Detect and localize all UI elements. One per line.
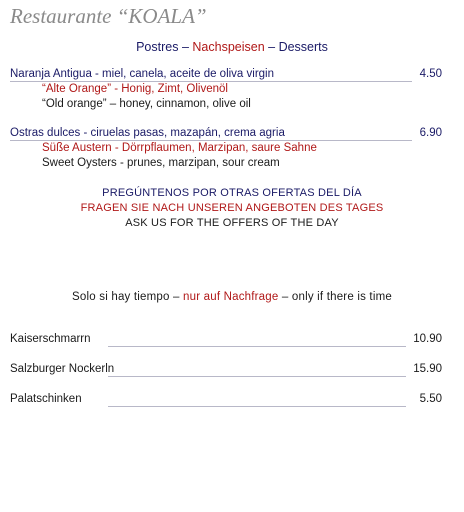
dotted-leader bbox=[108, 346, 406, 347]
extra-menu-item bbox=[10, 363, 442, 379]
availability-note bbox=[0, 291, 464, 303]
extra-menu-item bbox=[10, 393, 442, 409]
heading-separator: – bbox=[264, 40, 279, 54]
availability-separator: – bbox=[169, 291, 184, 303]
restaurant-title: Restaurante “KOALA” bbox=[10, 4, 207, 28]
item-name: Ostras dulces - ciruelas pasas, mazapán, crema agria bbox=[10, 127, 285, 139]
dotted-leader bbox=[10, 81, 412, 82]
item-translation-en: “Old orange” – honey, cinnamon, olive oil bbox=[42, 98, 251, 110]
heading-separator: – bbox=[178, 40, 193, 54]
section-heading bbox=[0, 40, 464, 54]
menu-item bbox=[10, 68, 442, 84]
dotted-leader bbox=[108, 376, 406, 377]
offers-notice-de: FRAGEN SIE NACH UNSEREN ANGEBOTEN DES TAGES bbox=[80, 202, 384, 214]
offers-notice-en: ASK US FOR THE OFFERS OF THE DAY bbox=[125, 217, 339, 229]
item-name: Palatschinken bbox=[10, 393, 82, 405]
item-price: 6.90 bbox=[419, 127, 442, 139]
availability-separator: – bbox=[278, 291, 292, 303]
item-translation-en: Sweet Oysters - prunes, marzipan, sour cream bbox=[42, 157, 280, 169]
item-translation-de: “Alte Orange” - Honig, Zimt, Olivenöl bbox=[42, 83, 228, 95]
item-price: 5.50 bbox=[419, 393, 442, 405]
availability-en: only if there is time bbox=[291, 291, 392, 303]
availability-de: nur auf Nachfrage bbox=[183, 291, 279, 303]
item-name: Kaiserschmarrn bbox=[10, 333, 91, 345]
heading-es: Postres bbox=[136, 40, 179, 54]
item-name: Salzburger Nockerln bbox=[10, 363, 115, 375]
dotted-leader bbox=[108, 406, 406, 407]
extra-menu-item bbox=[10, 333, 442, 349]
item-translation-de: Süße Austern - Dörrpflaumen, Marzipan, saure Sahne bbox=[42, 142, 317, 154]
dotted-leader bbox=[10, 140, 412, 141]
availability-es: Solo si hay tiempo bbox=[72, 291, 170, 303]
item-price: 4.50 bbox=[419, 68, 442, 80]
heading-en: Desserts bbox=[278, 40, 328, 54]
menu-item bbox=[10, 127, 442, 143]
item-price: 15.90 bbox=[413, 363, 442, 375]
item-price: 10.90 bbox=[413, 333, 442, 345]
heading-de: Nachspeisen bbox=[192, 40, 265, 54]
item-name: Naranja Antigua - miel, canela, aceite de oliva virgin bbox=[10, 68, 275, 80]
offers-notice-es: PREGÚNTENOS POR OTRAS OFERTAS DEL DÍA bbox=[102, 187, 362, 199]
